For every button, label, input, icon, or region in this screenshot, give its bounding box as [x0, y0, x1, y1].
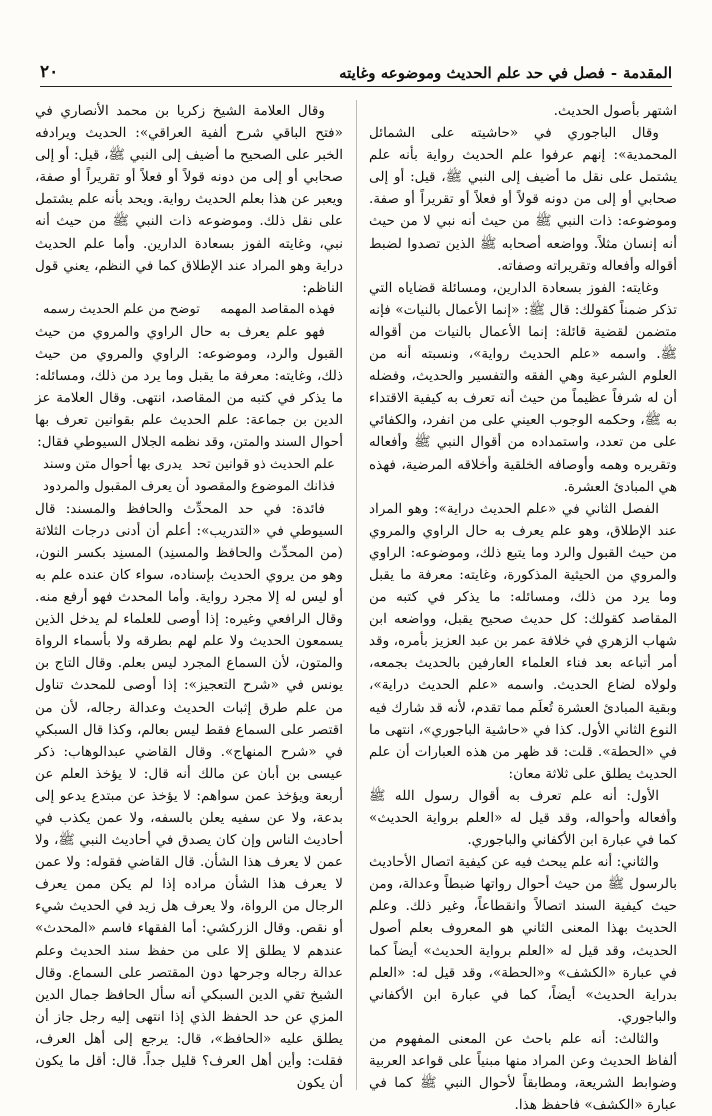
page-number: ٢٠ [40, 62, 59, 82]
header-section: المقدمة [623, 64, 672, 82]
paragraph: وغايته: الفوز بسعادة الدارين، ومسائلة قضاياه التي تذكر ضمناً كقولك: قال ﷺ: «إنما الأعمال بالنيات» فإنه متضمن لقضية قائلة: إنما الأعمال بالنيات من أقواله ﷺ. واسمه «علم الحديث رواية»، ونسبته أنه من العلوم الشرعية وهي الفقه والتفسير والحديث، وفضله أن له شرفاً عظيماً من حيث أنه تعرف به كيفية الاقتداء به ﷺ، وحكمه الوجوب العيني على من انفرد، والكفائي على من تعدد، واستمداده من أقوال النبي ﷺ وأفعاله وتقريره وهمه وأوصافه الخلقية وأخلاقه المرضية، فهذه هي المبادئ العشرة. [369, 279, 677, 495]
right-column [356, 100, 677, 1114]
verse-hemistich: فذانك الموضوع والمقصود [194, 478, 335, 494]
paragraph: الفصل الثاني في «علم الحديث دراية»: وهو المراد عند الإطلاق، وهو علم يعرف به حال الراوي والمروي من حيث القبول والرد وما يتبع ذلك، وموضوعه: الراوي والمروي من الحيثية المذكورة، وغايته: معرفة ما يقبل وما يرد من ذلك، ومسائله: ما يذكر في كتبه من المقاصد كقولك: كل حديث صحيح يقبل، وواضعه ابن شهاب الزهري في خلافة عمر بن عبد العزيز بأمره، وقد أمر أتباعه بعد فناء العلماء العارفين بالحديث بجمعه، ولولاه لضاع الحديث. واسمه «علم الحديث دراية»، وبقية المبادئ العشرة تُعلَم مما تقدم، لأنه قد شارك فيه النوع الثاني الأول. كذا في «حاشية الباجوري»، انتهى ما في «الحطة». قلت: قد ظهر من هذه العبارات أن علم الحديث يطلق على ثلاثة معان: [369, 500, 677, 782]
header-separator: - [610, 64, 618, 82]
verse-hemistich: توضح من علم الحديث رسمه [43, 301, 200, 317]
verse-hemistich: يدرى بها أحوال متن وسند [43, 456, 183, 472]
running-header [40, 48, 672, 87]
verse-hemistich: فهذه المقاصد المهمه [220, 301, 335, 317]
paragraph: فهو علم يعرف به حال الراوي والمروي من حيث القبول والرد، وموضوعه: الراوي والمروي من حيث ذلك، وغايته: معرفة ما يقبل وما يرد من ذلك، ومسائله: ما يذكر في كتبه من المقاصد، انتهى. وقال العلامة عز الدين بن جماعة: علم الحديث علم بقوانين تعرف بها أحوال السند والمتن، وقد نظمه الجلال السيوطي فقال: [35, 323, 343, 451]
paragraph: اشتهر بأصول الحديث. [553, 103, 677, 119]
left-column [35, 100, 343, 1090]
verse-hemistich: علم الحديث ذو قوانين تحد [191, 456, 335, 472]
verse-line [35, 454, 343, 476]
paragraph: فائدة: في حد المحدِّث والحافظ والمسند: قال السيوطي في «التدريب»: أعلم أن أدنى درجات الثلاثة (من المحدِّث والحافظ والمسنِد) المسنِد بكسر النون، وهو من يروي الحديث بإسناده، سواء كان عنده علم به أو ليس له إلا مجرد رواية. وأما المحدث فهو أرفع منه. وقال الرافعي وغيره: إذا أوصى للعلماء لم يدخل الذين يسمعون الحديث ولا علم لهم بطرقه ولا بأسماء الرواة والمتون، لأن السماع المجرد ليس بعلم. وقال التاج بن يونس في «شرح التعجيز»: إذا أوصى للمحدث تناول من علم طرق إثبات الحديث وعدالة رجاله، لأن من اقتصر على السماع فقط ليس بعالم، وكذا قال السبكي في «شرح المنهاج». وقال القاضي عبدالوهاب: ذكر عيسى بن أبان عن مالك أنه قال: لا يؤخذ العلم عن أربعة ويؤخذ عمن سواهم: لا يؤخذ عن مبتدع يدعو إلى بدعة، ولا عن سفيه يعلن بالسفه، ولا عمن يكذب في أحاديث الناس وإن كان يصدق في أحاديث النبي ﷺ، ولا عمن لا يعرف هذا الشأن. قال القاضي فقوله: ولا عمن لا يعرف هذا الشأن مراده إذا لم يكن ممن يعرف الرجال من الرواة، ولا يعرف هل زيد في الحديث شيء أو نقص. وقال الزركشي: أما الفقهاء فاسم «المحدث» عندهم لا يطلق إلا على من حفظ سند الحديث وعلم عدالة رجاله وجرحها دون المقتصر على السماع. وقال الشيخ تقي الدين السبكي أنه سأل الحافظ جمال الدين المزي عن حد الحفظ الذي إذا انتهى إليه رجل جاز أن يطلق عليه «الحافظ»، قال: يرجع إلى أهل العرف، فقلت: وأين أهل العرف؟ قليل جداً. قال: أقل ما يكون أن يكون [35, 500, 343, 1092]
verse-hemistich: أن يعرف المقبول والمردود [43, 478, 190, 494]
text-columns [35, 100, 677, 1114]
header-subtitle: فصل في حد علم الحديث وموضوعه وغايته [339, 64, 605, 82]
paragraph: وقال العلامة الشيخ زكريا بن محمد الأنصاري في «فتح الباقي شرح ألفية العراقي»: الحديث ويرادفه الخبر على الصحيح ما أضيف إلى النبي ﷺ، قيل: أو إلى صحابي أو إلى من دونه قولاً أو فعلاً أو تقريراً أو صفة، ويعبر عن هذا بعلم الحديث رواية. ويحد بأنه علم يشتمل على نقل ذلك. وموضوعه ذات النبي ﷺ من حيث أنه نبي، وغايته الفوز بسعادة الدارين. وأما علم الحديث دراية وهو المراد عند الإطلاق كما في النظم، يعني قول الناظم: [35, 103, 343, 296]
verse-line [35, 476, 343, 498]
paragraph: والثالث: أنه علم باحث عن المعنى المفهوم من ألفاظ الحديث وعن المراد منها مبنياً على قواعد العربية وضوابط الشريعة، ومطابقاً لأحوال النبي ﷺ كما في عبارة «الكشف» فاحفظ هذا. [369, 1030, 677, 1114]
verse-line [35, 299, 343, 321]
paragraph: والثاني: أنه علم يبحث فيه عن كيفية اتصال الأحاديث بالرسول ﷺ من حيث أحوال رواتها ضبطاً وعدالة، ومن حيث كيفية السند اتصالاً وانقطاعاً، وغير ذلك. وعلم الحديث بهذا المعنى الثاني هو المعروف بعلم أصول الحديث، وقد قيل له «العلم برواية الحديث» أيضاً كما في عبارة «الكشف» و«الحطة»، وقد قيل له: «العلم بدراية الحديث» أيضاً، كما في عبارة ابن الأكفاني والباجوري. [369, 854, 677, 1025]
header-title [339, 64, 672, 82]
paragraph: الأول: أنه علم تعرف به أقوال رسول الله ﷺ وأفعاله وأحواله، وقد قيل له «العلم برواية الحديث» كما في عبارة ابن الأكفاني والباجوري. [369, 787, 677, 849]
paragraph: وقال الباجوري في «حاشيته على الشمائل المحمدية»: إنهم عرفوا علم الحديث رواية بأنه علم يشتمل على نقل ما أضيف إلى النبي ﷺ، قيل: أو إلى صحابي أو إلى من دونه قولاً أو فعلاً أو تقريراً أو صفة. وموضوعه: ذات النبي ﷺ من حيث أنه نبي لا من حيث أنه إنسان مثلاً. وواضعه أصحابه ﷺ الذين تصدوا لضبط أقواله وأفعاله وتقريراته وصفاته. [369, 125, 677, 274]
